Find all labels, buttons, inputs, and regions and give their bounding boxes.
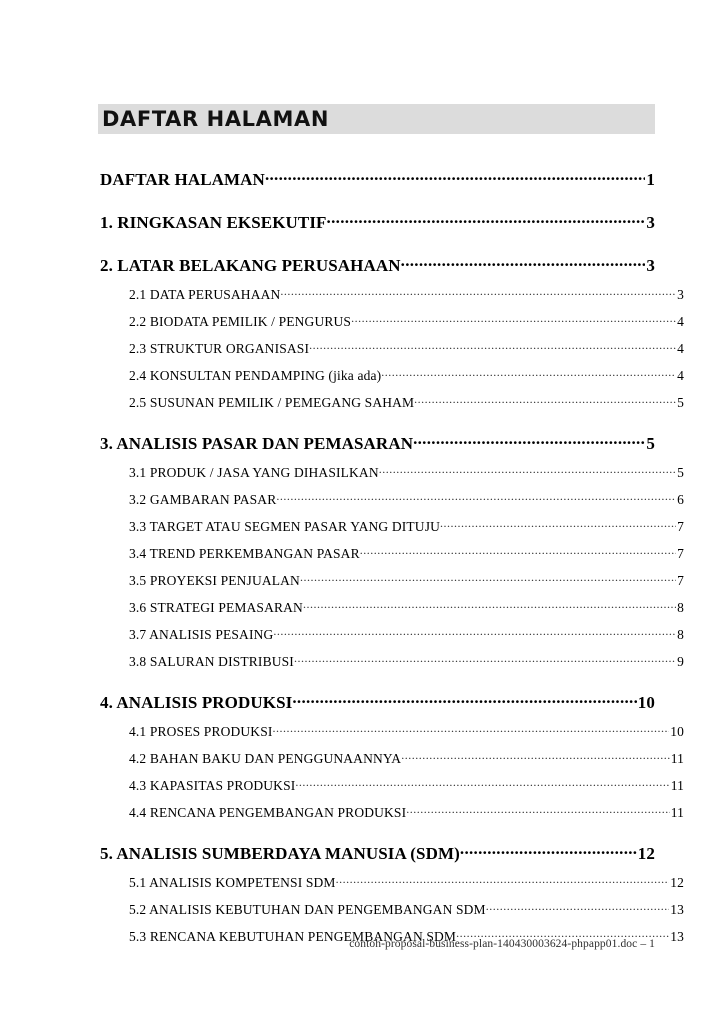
toc-dot-leader — [413, 432, 645, 449]
toc-entry-page-number: 13 — [670, 902, 684, 917]
toc-dot-leader — [381, 367, 676, 381]
toc-entry[interactable] — [100, 599, 684, 617]
toc-entry-page-number: 9 — [677, 654, 684, 669]
toc-dot-leader — [440, 518, 676, 532]
toc-entry-label: 5.3 RENCANA KEBUTUHAN PENGEMBANGAN SDM — [129, 929, 457, 944]
toc-entry[interactable] — [100, 842, 655, 864]
toc-entry-page-number: 3 — [646, 256, 655, 275]
toc-entry-label: 4.1 PROSES PRODUKSI — [129, 724, 273, 739]
toc-entry-label: 3.1 PRODUK / JASA YANG DIHASILKAN — [129, 465, 379, 480]
toc-entry-page-number: 3 — [646, 213, 655, 232]
toc-dot-leader — [276, 491, 676, 505]
toc-entry[interactable] — [100, 286, 684, 304]
toc-entry-page-number: 8 — [677, 600, 684, 615]
toc-entry[interactable] — [100, 626, 684, 644]
toc-entry[interactable] — [100, 545, 684, 563]
toc-entry-page-number: 4 — [677, 314, 684, 329]
toc-entry[interactable] — [100, 313, 684, 331]
toc-entry-page-number: 12 — [670, 875, 684, 890]
toc-entry-label: 1. RINGKASAN EKSEKUTIF — [100, 213, 327, 232]
toc-entry[interactable] — [100, 750, 684, 768]
toc-dot-leader — [406, 804, 669, 818]
toc-entry[interactable] — [100, 777, 684, 795]
toc-entry-page-number: 3 — [677, 287, 684, 302]
toc-dot-leader — [414, 394, 676, 408]
toc-entry[interactable] — [100, 572, 684, 590]
toc-entry-label: 4. ANALISIS PRODUKSI — [100, 693, 293, 712]
table-of-contents — [100, 168, 684, 945]
toc-entry-page-number: 11 — [670, 805, 684, 820]
toc-entry[interactable] — [100, 691, 655, 713]
toc-entry[interactable] — [100, 518, 684, 536]
page-title: DAFTAR HALAMAN — [102, 107, 330, 131]
toc-dot-leader — [360, 545, 676, 559]
toc-entry-page-number: 11 — [670, 751, 684, 766]
toc-dot-leader — [294, 653, 676, 667]
toc-entry-label: 2.2 BIODATA PEMILIK / PENGURUS — [129, 314, 352, 329]
toc-entry-page-number: 5 — [677, 465, 684, 480]
toc-entry-page-number: 11 — [670, 778, 684, 793]
toc-entry-label: 4.2 BAHAN BAKU DAN PENGGUNAANNYA — [129, 751, 402, 766]
toc-entry-page-number: 6 — [677, 492, 684, 507]
toc-entry-label: 5.1 ANALISIS KOMPETENSI SDM — [129, 875, 336, 890]
toc-entry[interactable] — [100, 432, 655, 454]
toc-entry-page-number: 10 — [670, 724, 684, 739]
toc-dot-leader — [300, 572, 676, 586]
toc-dot-leader — [295, 777, 669, 791]
toc-dot-leader — [351, 313, 676, 327]
toc-entry-page-number: 5 — [646, 434, 655, 453]
toc-dot-leader — [460, 842, 637, 859]
toc-entry-label: DAFTAR HALAMAN — [100, 170, 265, 189]
toc-entry-page-number: 7 — [677, 519, 684, 534]
toc-entry[interactable] — [100, 340, 684, 358]
toc-dot-leader — [401, 750, 670, 764]
toc-dot-leader — [280, 286, 676, 300]
toc-dot-leader — [292, 691, 636, 708]
toc-entry-label: 5. ANALISIS SUMBERDAYA MANUSIA (SDM) — [100, 844, 460, 863]
toc-entry[interactable] — [100, 653, 684, 671]
toc-dot-leader — [273, 723, 670, 737]
toc-entry-label: 2.3 STRUKTUR ORGANISASI — [129, 341, 310, 356]
toc-dot-leader — [336, 874, 670, 888]
toc-entry[interactable] — [100, 394, 684, 412]
toc-entry-label: 3.6 STRATEGI PEMASARAN — [129, 600, 303, 615]
toc-entry-label: 3.7 ANALISIS PESAING — [129, 627, 274, 642]
toc-entry-page-number: 4 — [677, 368, 684, 383]
toc-entry[interactable] — [100, 901, 684, 919]
toc-entry-page-number: 4 — [677, 341, 684, 356]
toc-dot-leader — [486, 901, 669, 915]
toc-entry-label: 2.5 SUSUNAN PEMILIK / PEMEGANG SAHAM — [129, 395, 415, 410]
toc-entry[interactable] — [100, 464, 684, 482]
toc-entry-label: 3.2 GAMBARAN PASAR — [129, 492, 277, 507]
toc-entry[interactable] — [100, 804, 684, 822]
section-heading-banner — [98, 104, 655, 134]
toc-entry-page-number: 12 — [637, 844, 655, 863]
toc-entry-label: 2.4 KONSULTAN PENDAMPING (jika ada) — [129, 368, 382, 383]
toc-entry-page-number: 13 — [670, 929, 684, 944]
toc-dot-leader — [379, 464, 676, 478]
toc-entry-label: 4.4 RENCANA PENGEMBANGAN PRODUKSI — [129, 805, 407, 820]
toc-entry[interactable] — [100, 211, 655, 233]
toc-dot-leader — [273, 626, 676, 640]
toc-entry-page-number: 8 — [677, 627, 684, 642]
footer-filename: contoh-proposal-business-plan-140430003624-phpapp01.doc – 1 — [349, 938, 655, 950]
toc-entry-label: 3.3 TARGET ATAU SEGMEN PASAR YANG DITUJU — [129, 519, 440, 534]
toc-entry-label: 3.4 TREND PERKEMBANGAN PASAR — [129, 546, 360, 561]
toc-entry-page-number: 7 — [677, 573, 684, 588]
toc-dot-leader — [303, 599, 676, 613]
toc-entry-page-number: 5 — [677, 395, 684, 410]
toc-dot-leader — [265, 168, 645, 185]
toc-entry-label: 2.1 DATA PERUSAHAAN — [129, 287, 281, 302]
toc-entry[interactable] — [100, 491, 684, 509]
toc-entry-page-number: 1 — [646, 170, 655, 189]
toc-entry-label: 2. LATAR BELAKANG PERUSAHAAN — [100, 256, 401, 275]
toc-entry[interactable] — [100, 723, 684, 741]
toc-entry[interactable] — [100, 168, 655, 190]
toc-entry-page-number: 7 — [677, 546, 684, 561]
toc-entry-label: 3.8 SALURAN DISTRIBUSI — [129, 654, 294, 669]
toc-entry-label: 5.2 ANALISIS KEBUTUHAN DAN PENGEMBANGAN SDM — [129, 902, 486, 917]
toc-dot-leader — [309, 340, 676, 354]
toc-entry[interactable] — [100, 254, 655, 276]
toc-entry[interactable] — [100, 874, 684, 892]
toc-dot-leader — [401, 254, 646, 271]
toc-entry[interactable] — [100, 367, 684, 385]
toc-entry-page-number: 10 — [637, 693, 655, 712]
toc-entry-label: 4.3 KAPASITAS PRODUKSI — [129, 778, 296, 793]
toc-entry-label: 3. ANALISIS PASAR DAN PEMASARAN — [100, 434, 414, 453]
toc-dot-leader — [327, 211, 646, 228]
toc-entry-label: 3.5 PROYEKSI PENJUALAN — [129, 573, 300, 588]
